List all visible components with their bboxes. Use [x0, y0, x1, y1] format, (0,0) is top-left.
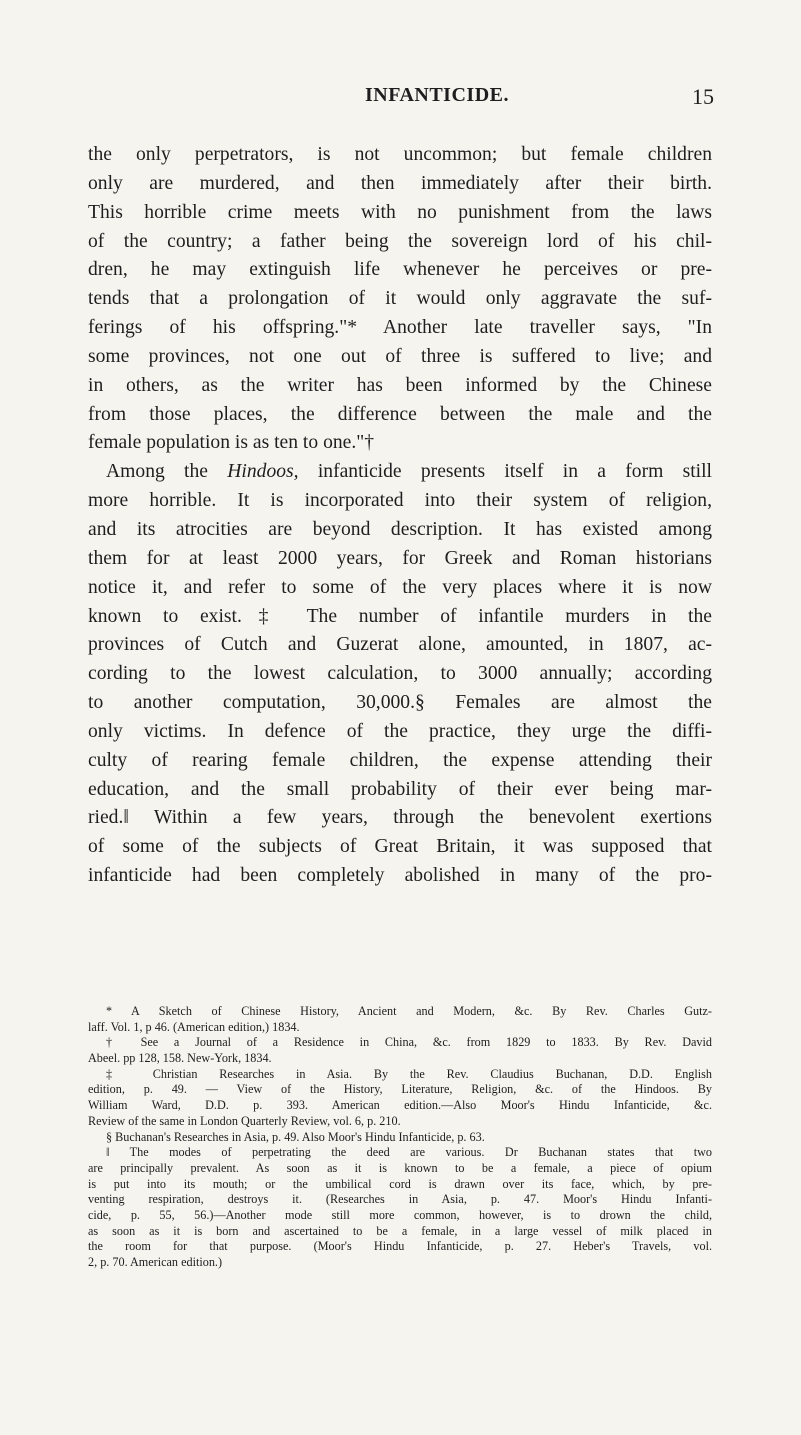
body-line: of some of the subjects of Great Britain, it was supposed that — [88, 836, 712, 858]
footnote-line: is put into its mouth; or the umbilical cord is drawn over its face, which, by pre- — [88, 1176, 712, 1191]
body-line: some provinces, not one out of three is suffered to live; and — [88, 345, 712, 367]
body-line-rest: infanticide presents itself in a form still — [298, 461, 712, 483]
body-line: education, and the small probability of their ever being mar- — [88, 778, 712, 800]
footnote-line: 2, p. 70. American edition.) — [88, 1255, 223, 1269]
body-line: ried.‖ Within a few years, through the benevolent exertions — [88, 807, 712, 829]
footnote-line: Review of the same in London Quarterly Review, vol. 6, p. 210. — [88, 1113, 401, 1128]
body-line: culty of rearing female children, the expense attending their — [88, 749, 712, 771]
footnote-line: are principally prevalent. As soon as it is known to be a female, a piece of opium — [88, 1160, 712, 1175]
body-line: only are murdered, and then immediately after their birth. — [88, 172, 712, 194]
footnote-line: † See a Journal of a Residence in China, &c. from 1829 to 1833. By Rev. David — [106, 1035, 712, 1050]
body-line: cording to the lowest calculation, to 3000 annually; according — [88, 663, 712, 685]
body-line: to another computation, 30,000.§ Females are almost the — [88, 692, 712, 714]
body-line: ferings of his offspring."* Another late traveller says, "In — [88, 317, 712, 339]
page-header — [0, 84, 801, 114]
footnote-line: the room for that purpose. (Moor's Hindu Infanticide, p. 27. Heber's Travels, vol. — [88, 1239, 712, 1254]
page-number: 15 — [692, 84, 714, 109]
body-line: dren, he may extinguish life whenever he perceives or pre- — [88, 259, 712, 281]
body-line: from those places, the difference between the male and the — [88, 403, 712, 425]
body-line: only victims. In defence of the practice, they urge the diffi- — [88, 720, 712, 742]
body-line: provinces of Cutch and Guzerat alone, amounted, in 1807, ac- — [88, 634, 712, 656]
footnote-line: ‡ Christian Researches in Asia. By the Rev. Claudius Buchanan, D.D. English — [106, 1066, 712, 1081]
body-line: more horrible. It is incorporated into their system of religion, — [88, 490, 712, 512]
body-line: the only perpetrators, is not uncommon; but female children — [88, 144, 712, 165]
body-line: tends that a prolongation of it would only aggravate the suf- — [88, 288, 712, 310]
body-line: of the country; a father being the sovereign lord of his chil- — [88, 230, 712, 252]
footnote-line: as soon as it is born and ascertained to be a female, in a large vessel of milk placed in — [88, 1223, 712, 1238]
body-line: infanticide had been completely abolished in many of the pro- — [88, 865, 712, 887]
body-line: This horrible crime meets with no punishment from the laws — [88, 201, 712, 223]
body-line: female population is as ten to one."† — [88, 432, 375, 454]
footnote-line: venting respiration, destroys it. (Researches in Asia, p. 47. Moor's Hindu Infanti- — [88, 1192, 712, 1207]
body-line-italic — [88, 458, 712, 487]
body-line: and its atrocities are beyond description. It has existed among — [88, 518, 712, 540]
footnote-line: ‖ The modes of perpetrating the deed are various. Dr Buchanan states that two — [106, 1145, 712, 1160]
body-text — [88, 141, 712, 891]
body-line-start: Among the — [106, 461, 228, 483]
footnote-line: * A Sketch of Chinese History, Ancient and Modern, &c. By Rev. Charles Gutz- — [106, 1004, 712, 1018]
italic-term: Hindoos, — [227, 461, 299, 483]
footnote-line: Abeel. pp 128, 158. New-York, 1834. — [88, 1051, 272, 1066]
running-title: INFANTICIDE. — [365, 84, 509, 106]
footnote-line: cide, p. 55, 56.)—Another mode still more common, however, is to drown the child, — [88, 1207, 712, 1222]
body-line: in others, as the writer has been informed by the Chinese — [88, 374, 712, 396]
footnotes — [88, 1004, 712, 1271]
body-line: them for at least 2000 years, for Greek and Roman historians — [88, 547, 712, 569]
footnote-line: § Buchanan's Researches in Asia, p. 49. Also Moor's Hindu Infanticide, p. 63. — [106, 1129, 485, 1144]
footnote-line: laff. Vol. 1, p 46. (American edition,) 1834. — [88, 1019, 300, 1034]
body-line: notice it, and refer to some of the very places where it is now — [88, 576, 712, 598]
body-line: known to exist.‡ The number of infantile murders in the — [88, 605, 712, 627]
footnote-line: William Ward, D.D. p. 393. American edition.—Also Moor's Hindu Infanticide, &c. — [88, 1098, 712, 1113]
footnote-line: edition, p. 49. — View of the History, Literature, Religion, &c. of the Hindoos. By — [88, 1082, 712, 1097]
